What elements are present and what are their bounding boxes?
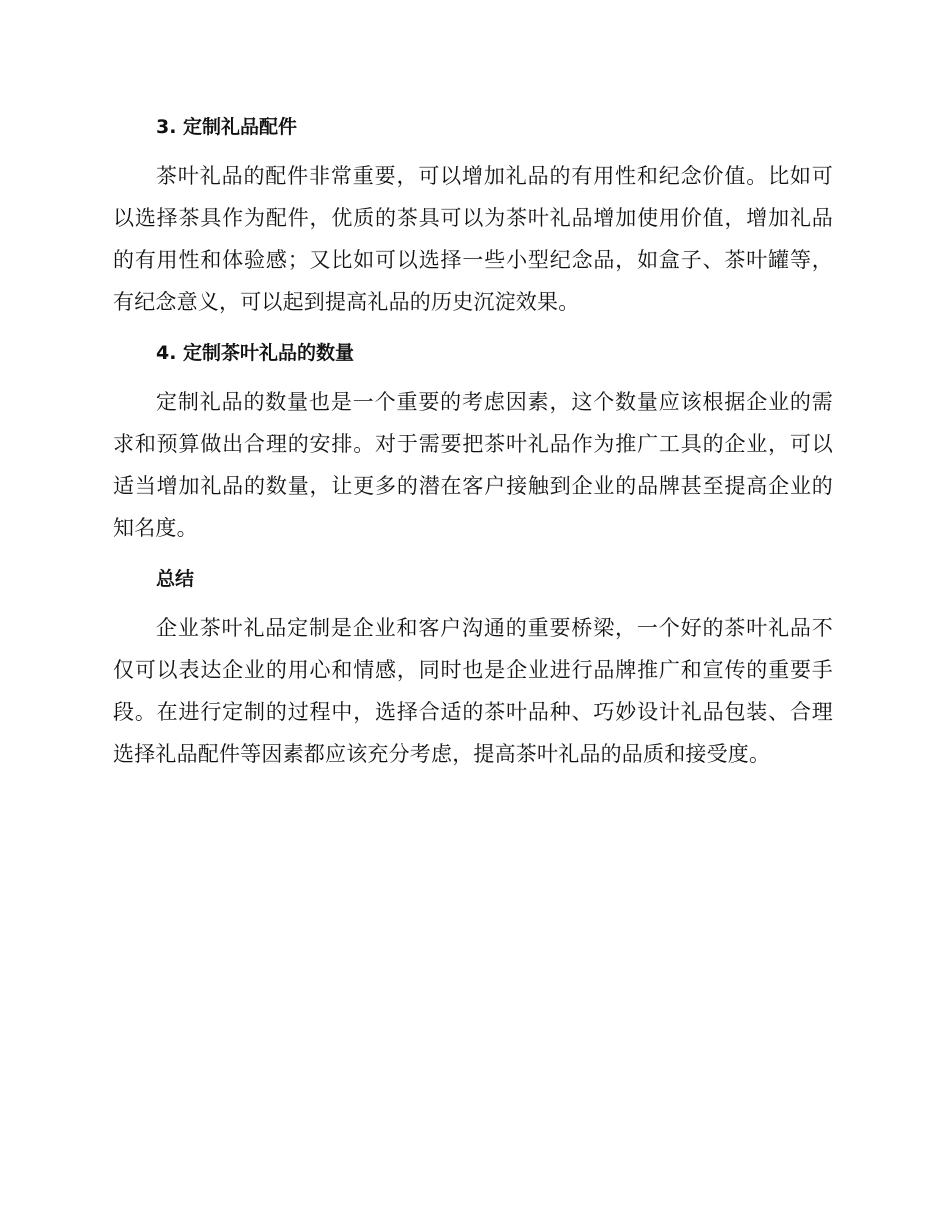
section-heading-quantity: 4. 定制茶叶礼品的数量 bbox=[156, 342, 355, 364]
section-paragraph-accessories: 茶叶礼品的配件非常重要，可以增加礼品的有用性和纪念价值。比如可以选择茶具作为配件，优质的茶具可以为茶叶礼品增加使用价值，增加礼品的有用性和体验感；又比如可以选择一些小型纪念品，如盒子、茶叶罐等，有纪念意义，可以起到提高礼品的历史沉淀效果。 bbox=[113, 164, 833, 314]
section-heading-accessories: 3. 定制礼品配件 bbox=[156, 116, 298, 138]
section-paragraph-summary: 企业茶叶礼品定制是企业和客户沟通的重要桥梁，一个好的茶叶礼品不仅可以表达企业的用心和情感，同时也是企业进行品牌推广和宣传的重要手段。在进行定制的过程中，选择合适的茶叶品种、巧妙设计礼品包装、合理选择礼品配件等因素都应该充分考虑，提高茶叶礼品的品质和接受度。 bbox=[113, 616, 833, 766]
section-heading-summary: 总结 bbox=[156, 568, 195, 590]
document-body bbox=[113, 107, 833, 785]
section-paragraph-quantity: 定制礼品的数量也是一个重要的考虑因素，这个数量应该根据企业的需求和预算做出合理的安排。对于需要把茶叶礼品作为推广工具的企业，可以适当增加礼品的数量，让更多的潜在客户接触到企业的品牌甚至提高企业的知名度。 bbox=[113, 390, 833, 540]
